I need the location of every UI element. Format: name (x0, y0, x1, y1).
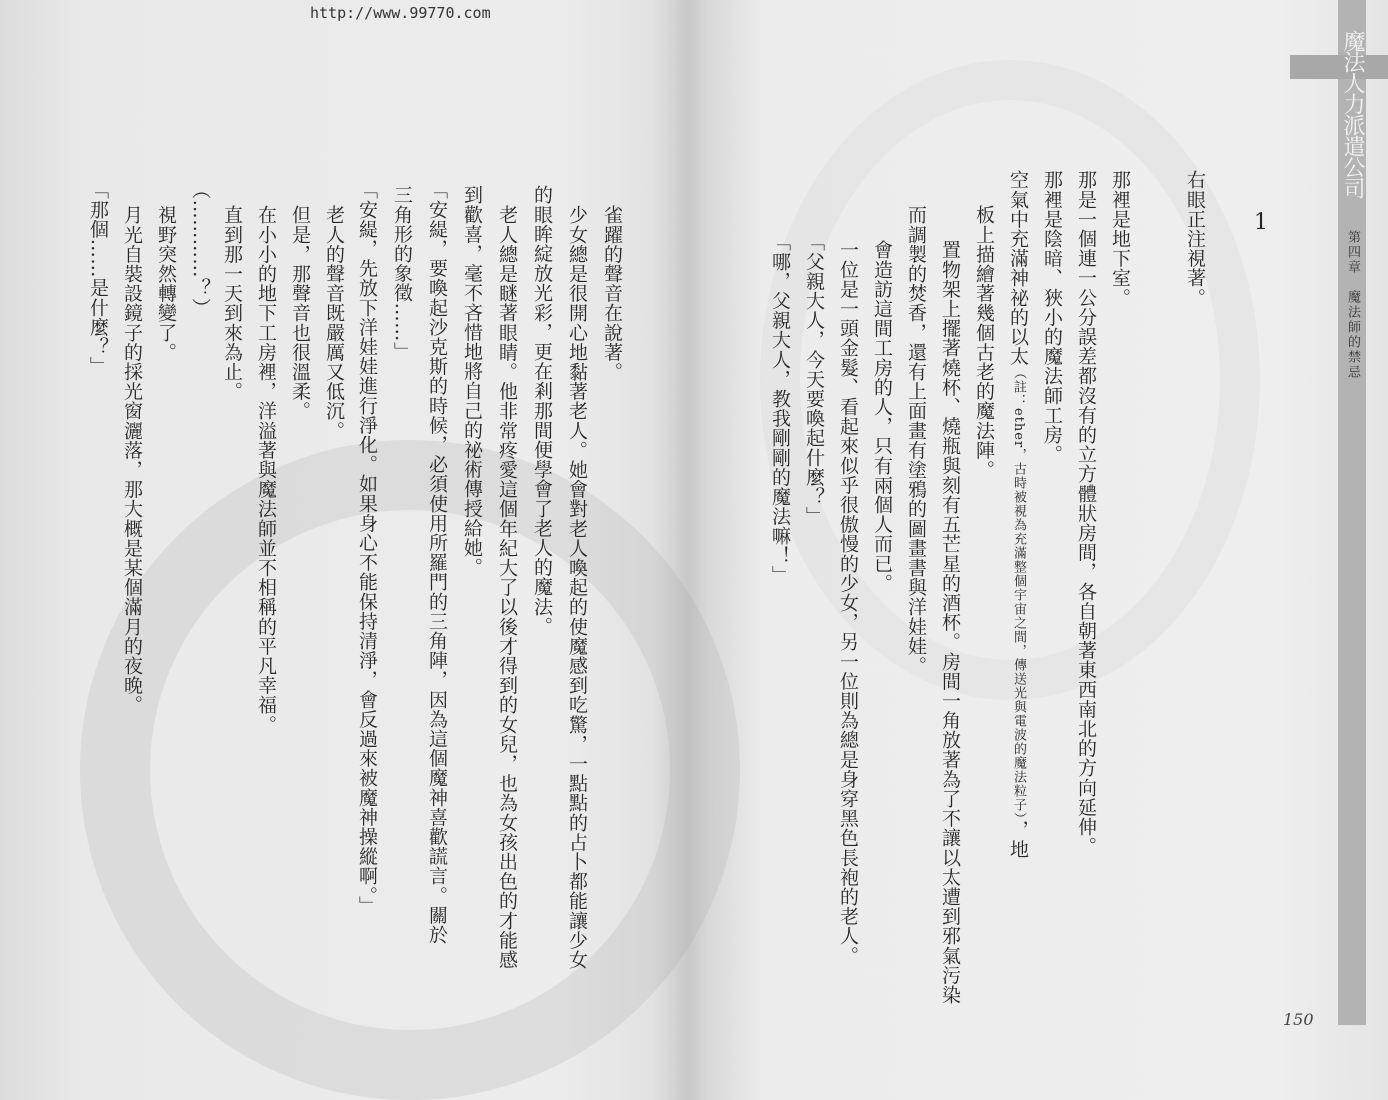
text-line: 在小小的地下工房裡，洋溢著與魔法師並不相稱的平凡幸福。 (255, 205, 277, 735)
text-line: 那是一個連一公分誤差都沒有的立方體狀房間，各自朝著東西南北的方向延伸。 (1075, 170, 1097, 856)
text-line: 三角形的象徵……」 (391, 185, 413, 362)
text-line: 置物架上擺著燒杯、燒瓶與刻有五芒星的酒杯。房間一角放著為了不讓以太遭到邪氣污染 (939, 240, 961, 1005)
watermark-url: http://www.99770.com (310, 4, 491, 22)
watermark-circle (80, 440, 740, 1100)
text-line: 老人的聲音既嚴厲又低沉。 (323, 205, 345, 441)
text-line: 的眼眸綻放光彩，更在剎那間便學會了老人的魔法。 (531, 185, 553, 636)
text-line: 老人總是瞇著眼睛。他非常疼愛這個年紀大了以後才得到的女兒，也為女孩出色的才能感 (496, 205, 518, 970)
text-line: 「安緹，先放下洋娃娃進行淨化。如果身心不能保持清淨，會反過來被魔神操縱啊。」 (356, 180, 378, 916)
text-line (1008, 170, 1028, 859)
text-line: 一位是一頭金髮、看起來似乎很傲慢的少女，另一位則為總是身穿黑色長袍的老人。 (837, 240, 859, 966)
text-line: 那裡是陰暗、狹小的魔法師工房。 (1041, 170, 1063, 464)
text-line: 但是，那聲音也很溫柔。 (289, 205, 311, 421)
text-line: 雀躍的聲音在說著。 (601, 205, 623, 382)
text-line: 少女總是很開心地黏著老人。她會對老人喚起的使魔感到吃驚，一點點的占卜都能讓少女 (566, 205, 588, 970)
section-heading: 1 (1254, 210, 1268, 235)
text-segment: 空氣中充滿神祕的以太 (1007, 170, 1029, 366)
text-line: 「那個……是什麼？」 (87, 180, 109, 376)
text-line: 「父親大人，今天要喚起什麼？」 (803, 232, 825, 526)
text-line: （…………？） (189, 180, 211, 318)
chapter-title: 第四章 魔法師的禁忌 (1345, 230, 1360, 380)
text-line: 視野突然轉變了。 (155, 205, 177, 362)
text-line: 到歡喜，毫不吝惜地將自己的祕術傳授給她。 (461, 185, 483, 577)
text-line: 直到那一天到來為止。 (221, 205, 243, 401)
text-segment: ，地 (1007, 819, 1029, 859)
text-line: 會造訪這間工房的人，只有兩個人而已。 (871, 240, 893, 593)
book-title: 魔法人力派遣公司 (1340, 30, 1365, 198)
text-line: 「安緹，要喚起沙克斯的時候，必須使用所羅門的三角陣，因為這個魔神喜歡謊言。關於 (426, 180, 448, 945)
text-line: 「哪，父親大人，教我剛剛的魔法嘛！」 (769, 232, 791, 585)
text-line: 右眼正注視著。 (1184, 170, 1206, 308)
text-line: 而調製的焚香，還有上面畫有塗鴉的圖畫書與洋娃娃。 (905, 205, 927, 676)
text-line: 那裡是地下室。 (1109, 170, 1131, 308)
text-line: 月光自裝設鏡子的採光窗灑落，那大概是某個滿月的夜晚。 (121, 205, 143, 715)
text-line: 板上描繪著幾個古老的魔法陣。 (973, 205, 995, 480)
footnote: （註：ether，古時被視為充滿整個宇宙之間，傳送光與電波的魔法粒子） (1011, 366, 1026, 820)
page-number: 150 (1283, 1010, 1314, 1029)
